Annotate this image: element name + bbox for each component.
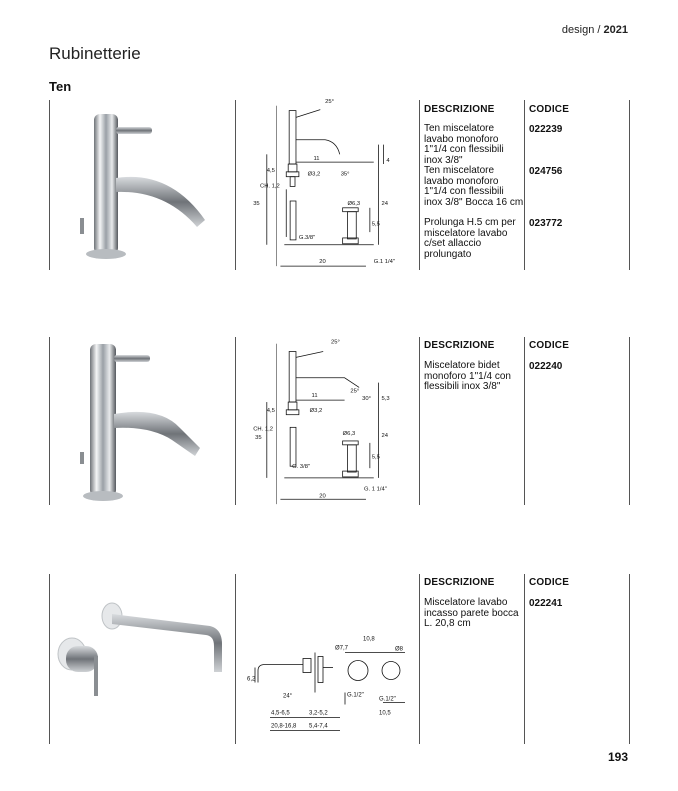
dim-label: 5,4-7,4 xyxy=(309,723,328,730)
dim-label: 25° xyxy=(350,388,360,395)
dim-label: Ø3,2 xyxy=(309,407,323,414)
product-description: Ten miscelatore lavabo monoforo 1"1/4 con flessibili inox 3/8" xyxy=(424,123,504,166)
series-name: Ten xyxy=(49,79,72,94)
dim-label: 6,2 xyxy=(247,676,256,683)
dim-label: 11 xyxy=(311,393,318,400)
dim-label: Ø7,7 xyxy=(335,645,349,652)
divider xyxy=(419,574,420,744)
dim-label: 20,8-16,8 xyxy=(271,723,297,730)
product-code: 023772 xyxy=(529,218,563,229)
product-description: Ten miscelatore lavabo monoforo 1"1/4 con flessibili inox 3/8" Bocca 16 cm xyxy=(424,165,524,208)
dim-label: 24 xyxy=(381,433,389,440)
header-prefix: design / xyxy=(561,24,604,36)
dim-label: G. 3/8" xyxy=(292,464,311,471)
divider xyxy=(629,574,630,744)
dim-label: 3,2-5,2 xyxy=(309,710,328,717)
column-header-code: CODICE xyxy=(529,577,570,588)
dim-label: CH. 1,2 xyxy=(260,183,280,190)
dim-label: G.1 1/4" xyxy=(373,259,395,266)
divider xyxy=(419,100,420,270)
dim-label: 20 xyxy=(319,259,326,266)
dim-label: 4,5-6,5 xyxy=(271,710,290,717)
page-header xyxy=(562,24,628,36)
product-code: 022239 xyxy=(529,124,563,135)
divider xyxy=(524,100,525,270)
dim-label: G.1/2" xyxy=(379,696,396,703)
dim-label: 24° xyxy=(283,693,293,700)
dim-label: Ø6,3 xyxy=(347,200,361,207)
product-description: Miscelatore lavabo incasso parete bocca L. 20,8 cm xyxy=(424,597,519,629)
product-description: Prolunga H.5 cm per miscelatore lavabo c/set allaccio prolungato xyxy=(424,217,516,260)
divider xyxy=(235,337,236,505)
dim-label: 5,5 xyxy=(371,221,380,228)
dim-label: 5,5 xyxy=(371,454,380,461)
divider xyxy=(524,337,525,505)
divider xyxy=(419,337,420,505)
header-year: 2021 xyxy=(603,24,628,36)
dim-label: 4,5 xyxy=(266,407,275,414)
dim-label: 35° xyxy=(340,171,350,178)
dim-label: 30° xyxy=(362,396,371,403)
dim-label: G.3/8" xyxy=(298,234,316,241)
dim-label: Ø3,2 xyxy=(307,171,321,178)
divider xyxy=(235,100,236,270)
column-header-code: CODICE xyxy=(529,104,570,115)
product-code: 022240 xyxy=(529,361,563,372)
product-description: Miscelatore bidet monoforo 1"1/4 con flessibili inox 3/8" xyxy=(424,360,511,392)
dim-label: 35 xyxy=(255,435,262,441)
dim-label: 25° xyxy=(325,98,334,105)
product-code: 024756 xyxy=(529,166,563,177)
product-code: 022241 xyxy=(529,598,563,609)
page-number: 193 xyxy=(607,750,628,764)
dim-label: 5,3 xyxy=(381,396,390,403)
dim-label: G.1/2" xyxy=(347,692,364,699)
dim-label: 4,5 xyxy=(266,167,275,174)
dim-label: G. 1 1/4" xyxy=(364,486,387,493)
product-photo-wall-mixer xyxy=(50,574,235,744)
divider xyxy=(524,574,525,744)
dim-label: 35 xyxy=(253,200,260,207)
dim-label: Ø6,3 xyxy=(342,431,356,438)
product-photo-basin-mixer xyxy=(50,100,235,270)
dim-label: 4 xyxy=(386,158,390,165)
column-header-description: DESCRIZIONE xyxy=(424,577,495,588)
divider xyxy=(235,574,236,744)
product-photo-bidet-mixer xyxy=(50,336,235,506)
technical-drawing-bidet-mixer xyxy=(245,334,415,509)
dim-label: 20 xyxy=(319,493,326,500)
dim-label: 10,8 xyxy=(363,636,375,643)
dim-label: 11 xyxy=(313,156,320,163)
dim-label: 10,5 xyxy=(379,710,391,717)
technical-drawing-wall-mixer xyxy=(245,600,415,775)
divider xyxy=(629,337,630,505)
dim-label: CH. 1,2 xyxy=(253,426,273,433)
divider xyxy=(629,100,630,270)
dim-label: Ø8 xyxy=(395,646,404,653)
column-header-description: DESCRIZIONE xyxy=(424,340,495,351)
dim-label: 25° xyxy=(330,339,340,346)
column-header-code: CODICE xyxy=(529,340,570,351)
technical-drawing-basin-mixer xyxy=(245,96,415,271)
column-header-description: DESCRIZIONE xyxy=(424,104,495,115)
section-title: Rubinetterie xyxy=(49,44,141,63)
dim-label: 24 xyxy=(381,200,389,207)
